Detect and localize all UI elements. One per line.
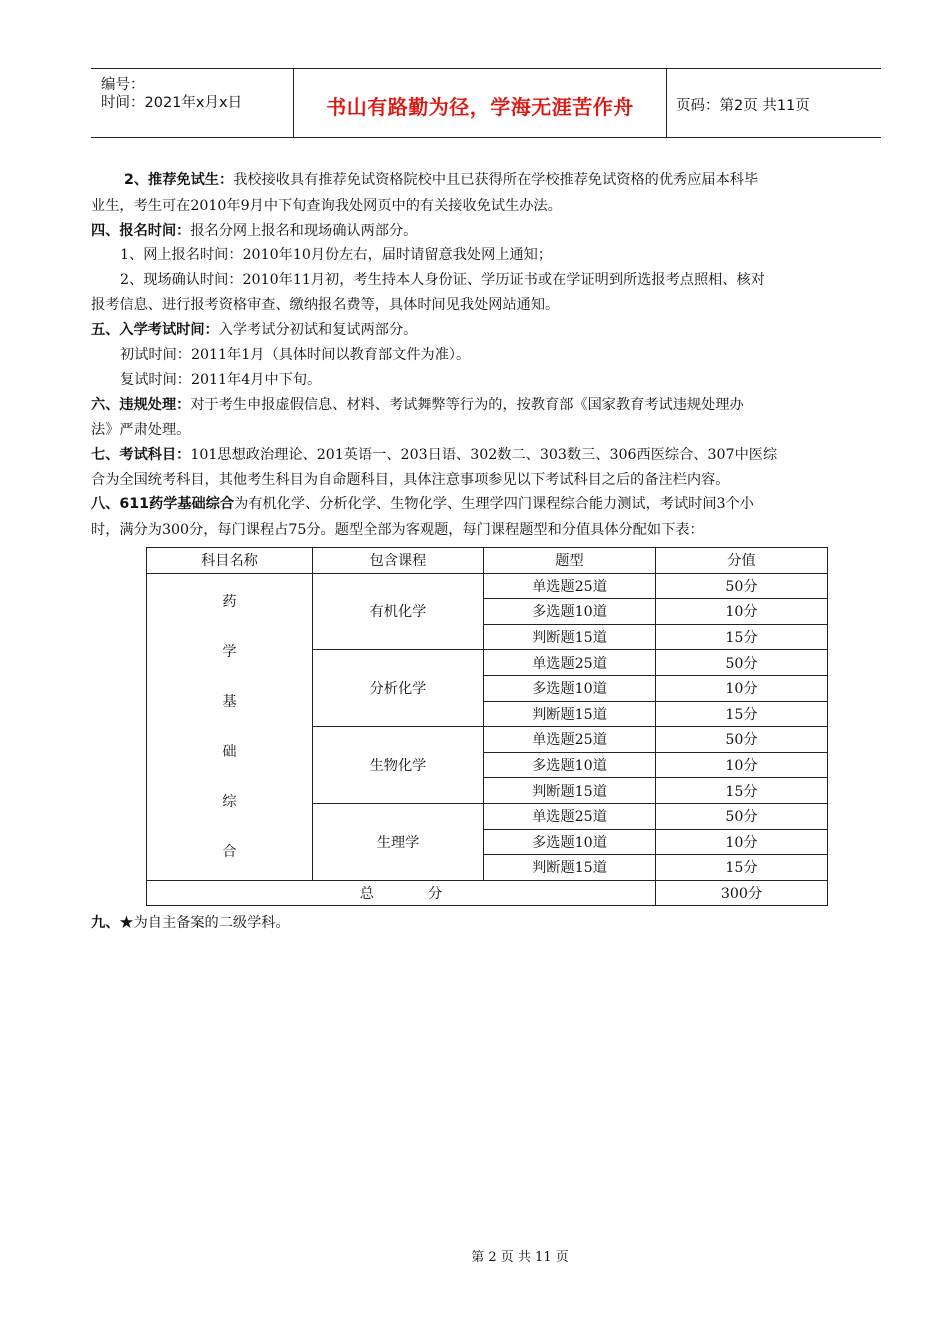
footer-page-number: 第 2 页 共 11 页 — [471, 1250, 569, 1265]
score-cell: 50分 — [656, 727, 828, 753]
subject-char: 综 — [222, 793, 237, 810]
question-type-cell: 判断题15道 — [484, 778, 656, 804]
subject-char: 础 — [222, 743, 237, 760]
section-4-item-1: 1、网上报名时间：2010年10月份左右，届时请留意我处网上通知； — [120, 247, 553, 263]
question-type-cell: 单选题25道 — [484, 650, 656, 676]
table-header-cell: 分值 — [656, 548, 828, 574]
section-5-item-2: 复试时间：2011年4月中下旬。 — [120, 372, 322, 388]
section-4-text: 报名分网上报名和现场确认两部分。 — [190, 223, 418, 239]
question-type-cell: 判断题15道 — [484, 855, 656, 881]
score-cell: 15分 — [656, 855, 828, 881]
question-type-cell: 单选题25道 — [484, 803, 656, 829]
score-cell: 15分 — [656, 624, 828, 650]
total-value-cell: 300分 — [656, 880, 828, 906]
question-type-cell: 判断题15道 — [484, 701, 656, 727]
table-row — [147, 573, 828, 599]
question-type-cell: 判断题15道 — [484, 624, 656, 650]
section-4-item-2-cont: 报考信息、进行报考资格审查、缴纳报名费等，具体时间见我处网站通知。 — [91, 297, 560, 313]
section-2-text: 我校接收具有推荐免试资格院校中且已获得所在学校推荐免试资格的优秀应届本科毕 — [233, 172, 759, 188]
score-cell: 10分 — [656, 675, 828, 701]
section-5-text: 入学考试分初试和复试两部分。 — [218, 322, 418, 338]
subject-char: 药 — [222, 593, 237, 610]
table-total-row — [147, 880, 828, 906]
question-type-cell: 单选题25道 — [484, 727, 656, 753]
section-8-line-1 — [91, 494, 754, 514]
section-2-title: 2、推荐免试生： — [124, 172, 234, 188]
score-cell: 10分 — [656, 599, 828, 625]
page-header — [91, 68, 881, 138]
section-6-line-2: 法》严肃处理。 — [91, 422, 191, 438]
subject-char: 学 — [222, 643, 237, 660]
question-type-cell: 多选题10道 — [484, 829, 656, 855]
table-header-cell: 科目名称 — [147, 548, 313, 574]
header-meta — [91, 69, 293, 137]
section-8-line-2: 时，满分为300分，每门课程占75分。题型全部为客观题，每门课程题型和分值具体分配如下表： — [91, 522, 704, 538]
section-5-line — [91, 320, 417, 340]
header-motto: 书山有路勤为径，学海无涯苦作舟 — [326, 95, 634, 119]
document-number-label: 编号： — [101, 77, 145, 93]
score-cell: 50分 — [656, 803, 828, 829]
section-2-line-1 — [124, 170, 758, 190]
score-distribution-table — [146, 547, 828, 906]
header-page-number: 页码：第2页 共11页 — [676, 98, 810, 114]
course-name-cell: 分析化学 — [313, 650, 484, 727]
section-6-title: 六、违规处理： — [91, 397, 191, 413]
score-cell: 10分 — [656, 829, 828, 855]
section-6-line-1 — [91, 395, 744, 415]
total-label-cell: 总 分 — [147, 880, 656, 906]
section-9-text: ★为自主备案的二级学科。 — [119, 915, 290, 931]
subject-char: 合 — [222, 843, 237, 860]
subject-char: 基 — [222, 693, 237, 710]
section-8-text: 为有机化学、分析化学、生物化学、生理学四门课程综合能力测试，考试时间3个小 — [234, 496, 754, 512]
question-type-cell: 单选题25道 — [484, 573, 656, 599]
course-name-cell: 有机化学 — [313, 573, 484, 650]
score-cell: 10分 — [656, 752, 828, 778]
score-cell: 50分 — [656, 573, 828, 599]
page-footer — [0, 1246, 950, 1265]
section-5-title: 五、入学考试时间： — [91, 322, 219, 338]
section-8-title: 八、611药学基础综合 — [91, 496, 235, 512]
section-7-title: 七、考试科目： — [91, 447, 191, 463]
section-7-line-1 — [91, 445, 777, 465]
course-name-cell: 生物化学 — [313, 727, 484, 804]
question-type-cell: 多选题10道 — [484, 599, 656, 625]
score-cell: 15分 — [656, 701, 828, 727]
section-9-line — [91, 913, 290, 933]
section-5-item-1: 初试时间：2011年1月（具体时间以教育部文件为准）。 — [120, 347, 471, 363]
score-cell: 15分 — [656, 778, 828, 804]
table-header-cell: 题型 — [484, 548, 656, 574]
question-type-cell: 多选题10道 — [484, 752, 656, 778]
score-cell: 50分 — [656, 650, 828, 676]
document-time-label: 时间：2021年x月x日 — [101, 95, 243, 111]
question-type-cell: 多选题10道 — [484, 675, 656, 701]
table-header-cell: 包含课程 — [313, 548, 484, 574]
subject-name-cell — [147, 573, 313, 880]
section-7-text: 101思想政治理论、201英语一、203日语、302数二、303数三、306西医综合、307中医综 — [190, 447, 778, 463]
section-4-title: 四、报名时间： — [91, 223, 191, 239]
course-name-cell: 生理学 — [313, 803, 484, 880]
section-4-item-2: 2、现场确认时间：2010年11月初，考生持本人身份证、学历证书或在学证明到所选报考点照相、核对 — [120, 272, 765, 288]
table-header-row — [147, 548, 828, 574]
section-9-title: 九、 — [91, 915, 120, 931]
header-page-cell — [666, 69, 881, 137]
section-7-line-2: 合为全国统考科目，其他考生科目为自命题科目，具体注意事项参见以下考试科目之后的备注栏内容。 — [91, 472, 730, 488]
header-motto-cell — [293, 69, 667, 137]
section-6-text: 对于考生申报虚假信息、材料、考试舞弊等行为的，按教育部《国家教育考试违规处理办 — [190, 397, 744, 413]
section-2-line-2: 业生，考生可在2010年9月中下旬查询我处网页中的有关接收免试生办法。 — [91, 198, 562, 214]
section-4-line — [91, 221, 417, 241]
